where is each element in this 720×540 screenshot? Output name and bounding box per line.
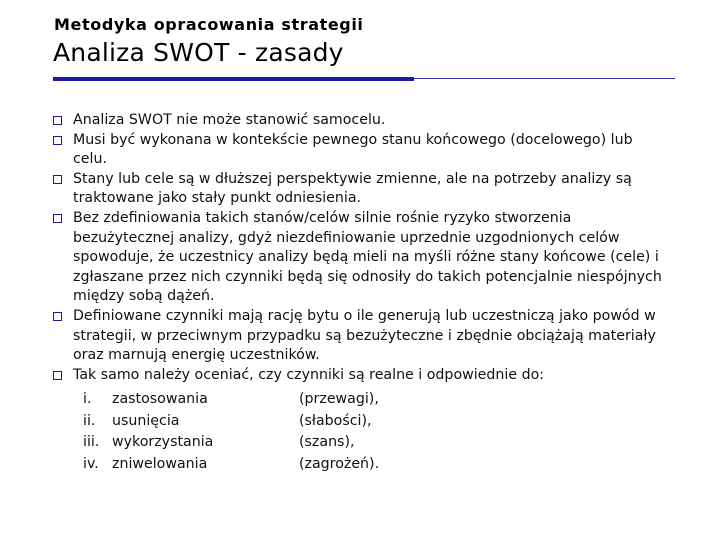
sub-item-number: ii. [83,412,96,429]
sub-item-number: iii. [83,434,100,450]
square-bullet-icon [53,116,62,125]
slide-title: Analiza SWOT - zasady [53,38,344,67]
sub-item-term: zastosowania [112,391,208,407]
bullet-item [51,131,671,170]
bullet-item [51,307,671,366]
sub-item-number: i. [83,391,92,407]
square-bullet-icon [53,371,62,380]
bullet-item [51,366,671,386]
slide-subtitle: Metodyka opracowania strategii [54,15,364,34]
sub-item-note: (słabości), [299,412,372,429]
square-bullet-icon [53,312,62,321]
bullet-text: Musi być wykonana w kontekście pewnego stanu końcowego (docelowego) lub celu. [73,131,633,168]
square-bullet-icon [53,136,62,145]
bullet-text: Tak samo należy oceniać, czy czynniki są realne i odpowiednie do: [73,366,545,383]
bullet-item [51,209,671,307]
sub-item-term: wykorzystania [112,434,214,450]
square-bullet-icon [53,214,62,223]
bullet-item [51,111,671,131]
bullet-text: Analiza SWOT nie może stanowić samocelu. [73,112,386,128]
bullet-text: Stany lub cele są w dłuższej perspektywie zmienne, ale na potrzeby analizy są traktowane jako stały punkt odniesienia. [73,170,632,207]
sub-item-term: zniwelowania [112,455,208,472]
sub-item-number: iv. [83,455,99,472]
sub-item-note: (zagrożeń). [299,455,380,472]
bullet-list [51,111,671,385]
sub-item-term: usunięcia [112,412,180,429]
square-bullet-icon [53,175,62,184]
sub-item-note: (przewagi), [299,391,379,407]
bullet-item [51,170,671,209]
bullet-text: Bez zdefiniowania takich stanów/celów silnie rośnie ryzyko stworzenia bezużytecznej analizy, gdyż niezdefiniowanie uprzednie uzgodnionych celów spowoduje, że uczestnicy analizy będą mieli na myśli różne stany końcowe (cele) i zgłaszane przez nich czynniki będą się odnosiły do takich potencjalnie niespójnych między sobą dążeń. [73,209,662,305]
title-accent-bar [53,77,414,81]
bullet-text: Definiowane czynniki mają rację bytu o ile generują lub uczestniczą jako powód w strategii, w przeciwnym przypadku są bezużyteczne i zbędnie obciążają materiały oraz marnują energię uczestników. [73,307,656,364]
sub-item-note: (szans), [299,434,355,450]
